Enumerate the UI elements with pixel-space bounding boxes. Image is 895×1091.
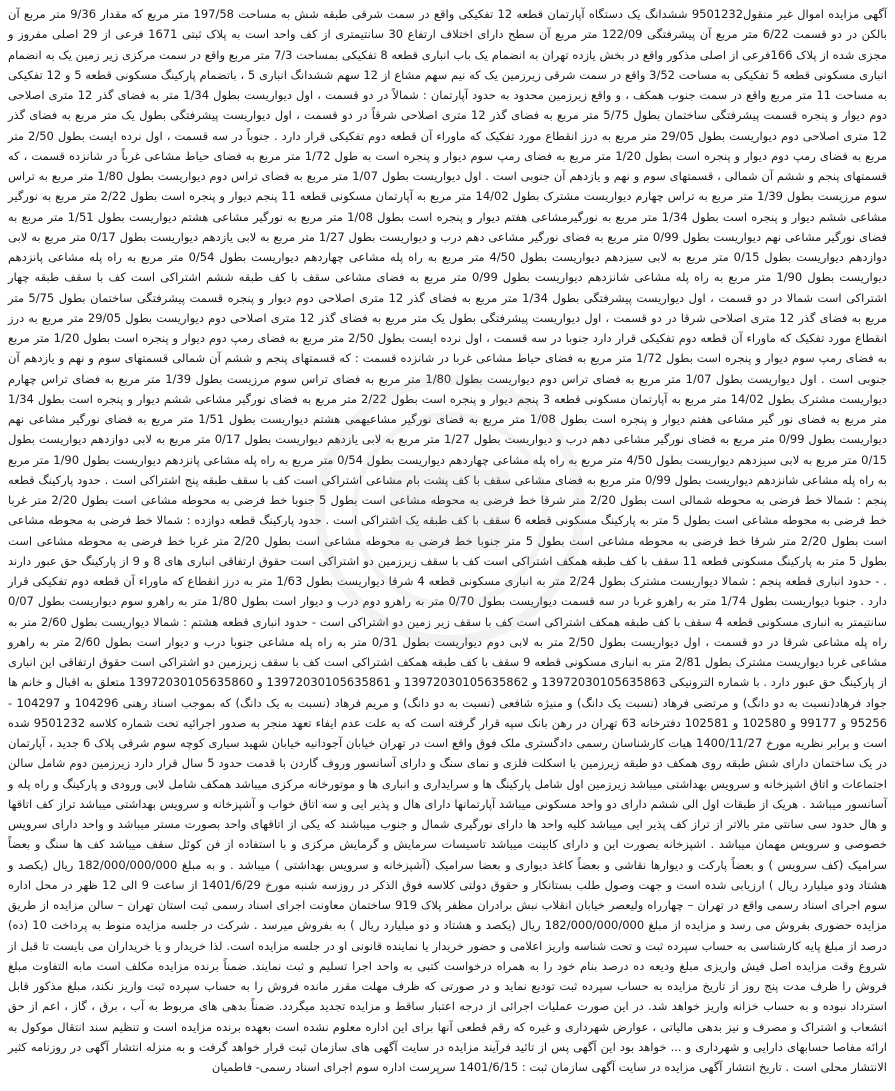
auction-notice-text: آگهی مزایده اموال غیر منقول9501232 ششدانگ یک دستگاه آپارتمان قطعه 12 تفکیکی واقع در سمت شرقی طبقه شش به مساحت 197/58 متر مربع که مقدار 9/36 متر مربع آن بالکن در دو قسمت 6/22 متر مربع آن پیشرفتگی 122/09 متر مربع آن سطح دارای اختلاف ارتفاع 30 سانتیمتری از کف واحد است به پلاک ثبتی 1671 فرعی از 29 اصلی مفروز و مجزی شده از پلاک 166فرعی از اصلی مذکور واقع در بخش یازده تهران به انضمام یک باب انباری قطعه 8 تفکیکی بمساحت 7/3 متر مربع واقع در سمت مرکزی زیر زمین یک به انضمام انباری مسکونی قطعه 5 تفکیکی به مساحت 3/52 واقع در سمت شرقی زیرزمین یک که نیم سهم مشاع از 12 سهم ششدانگ انباری 5 ، باتضمام پارکینگ مسکونی قطعه 5 و 12 تفکیکی به مساحت 11 متر مربع واقع در سمت جنوب همکف ، و واقع زیرزمین محدود به حدود آپارتمان : شمالاً در دو قسمت ، اول دیواریست بطول 1/34 متر به فضای گذر 12 متری اصلاحی دوم دیوار و پنجره قسمت پیشرفتگی ساختمان بطول 5/75 متر مربع به فضای گذر 12 متری اصلاحی شرقاً در دو قسمت ، اول دیواریست پیشرفتگی بطول یک متر مربع به فضای گذر 12 متری اصلاحی دوم دیواریست بطول 29/05 متر مربع به درز انقطاع مورد تفکیک که ماوراء آن قطعه دوم تفکیکی قرار دارد . جنوباً در سه قسمت ، اول نرده ایست بطول 2/50 متر مربع به فضای رمپ دوم دیوار و پنجره است بطول 1/20 متر مربع به فضای رمپ سوم دیوار و پنجره است به طول 1/72 متر مربع به فضای حیاط مشاعی غرباً در شانزده قسمت ، که قسمتهای پنجم و ششم آن شمالی ، قسمتهای سوم و نهم و یازدهم آن جنوبی است . اول دیواریست بطول 1/07 متر مربع به فضای تراس دوم دیواریست بطول 1/80 متر مربع به تراس سوم مرزیست بطول 1/39 متر مربع به تراس چهارم دیواریست مشترک بطول 14/02 متر مربع به آپارتمان مسکونی قطعه 11 پنجم دیوار و پنجره است بطول 2/22 متر مربع به نورگیر مشاعی ششم دیوار و پنجره است بطول 1/34 متر مربع به نورگیرمشاعی هفتم دیوار و پنجره است بطول 1/08 متر مربع به نورگیر مشاعی هشتم دیواریست بطول 1/51 متر مربع به فضای نورگیر مشاعی نهم دیواریست بطول 0/99 متر مربع به فضای نورگیر مشاعی دهم درب و دیواریست بطول 1/27 متر مربع به لابی یازدهم دیواریست بطول 0/17 متر مربع به لابی دوازدهم دیواریست بطول 0/15 متر مربع به لابی سیزدهم دیواریست بطول 4/50 متر مربع به راه پله مشاعی چهاردهم دیواریست بطول 0/54 متر مربع به راه پله مشاعی پانزدهم دیواریست بطول 1/90 متر مربع به راه پله مشاعی شانزدهم دیواریست بطول 0/99 متر مربع به فضای مشاعی سقف با کف طبقه ششم اشتراکی است کف با سقف طبقه چهار اشتراکی است شمالا در دو قسمت ، اول دیواریست پیشرفتگی بطول 1/34 متر مربع به فضای گذر 12 متری اصلاحی دوم دیوار و پنجره قسمت پیشرفتگی ساختمان بطول 5/75 متر مربع به فضای گذر 12 متری اصلاحی شرقا در دو قسمت ، اول دیواریست پیشرفتگی بطول یک متر مربع به فضای گذر 12 متری اصلاحی دوم دیواریست بطول 29/05 متر مربع به درز انقطاع مورد تفکیک که ماوراء آن قطعه دوم تفکیکی قرار دارد جنوبا در سه قسمت ، اول نرده ایست بطول 2/50 متر مربع به فضای رمپ دوم دیوار و پنجره است بطول 1/20 متر مربع به فضای رمپ سوم دیوار و پنجره است بطول 1/72 متر مربع به فضای حیاط مشاعی غربا در شانزده قسمت : که قسمتهای پنجم و ششم آن شمالی قسمتهای سوم و نهم و یازدهم آن جنوبی است . اول دیواریست بطول 1/07 متر مربع به فضای تراس دوم دیواریست بطول 1/80 متر مربع به فضای تراس سوم مرزیست بطول 1/39 متر مربع به فضای تراس چهارم دیواریست مشترک بطول 14/02 متر مربع به آپارتمان مسکونی قطعه 3 پنجم دیوار و پنجره است بطول 2/22 متر مربع به فضای نورگیر مشاعی ششم دیوار و پنجره است بطول 1/34 متر مربع به فضای نور گیر مشاعی هفتم دیوار و پنجره است بطول 1/08 متر مربع به فضای نورگیر مشاعیهمی هشتم دیواریست بطول 1/51 متر مربع به فضای نورگیر مشاعی نهم دیواریست بطول 0/99 متر مربع به فضای نورگیر مشاعی دهم درب و دیواریست بطول 1/27 متر مربع به لابی یازدهم دیواریست بطول 0/17 متر مربع به لابی دوازدهم دیواریست بطول 0/15 متر مربع به لابی سیزدهم دیواریست بطول 4/50 متر مربع به راه پله مشاعی چهاردهم دیواریست بطول 0/54 متر مربع به راه پله مشاعی پانزدهم دیواریست بطول 1/90 متر مربع به راه پله مشاعی شانزدهم دیواریست بطول 0/99 متر مربع به فضای مشاعی سقف با کف پشت بام مشاعی اشتراکی است کف با سقف طبقه پنج اشتراکی است . حدود پارکینگ قطعه پنجم : شمالا خط فرضی به محوطه شمالی است بطول 2/20 متر شرقا خط فرضی به محوطه مشاعی است بطول 5 جنوبا خط فرضی به محوطه مشاعی است بطول 2/20 متر غربا خط فرضی به محوطه مشاعی است بطول 5 متر به پارکینگ مسکونی قطعه 6 سقف با کف طبقه یک اشتراکی است . حدود پارکینگ قطعه دوازده : شمالا خط فرضی به محوطه مشاعی است بطول 2/20 متر شرقا خط فرضی به محوطه مشاعی است بطول 5 متر جنوبا خط فرضی به محوطه مشاعی است بطول 2/20 متر غربا خط فرضی به محوطه مشاعی است بطول 5 متر به پارکینگ مسکونی قطعه 11 سقف با کف طبقه همکف اشتراکی است کف با سقف زیرزمین دو اشتراکی است حقوق ارتفاقی انباری های 8 و 9 از پارکینگ حق عبور دارند . - حدود انباری قطعه پنجم : شمالا دیواریست مشترک بطول 2/24 متر به انباری مسکونی قطعه 4 شرقا دیواریست بطول 1/63 متر به درز انقطاع که ماوراء آن قطعه دوم تفکیکی قرار دارد . جنوبا دیواریست بطول 1/74 متر به راهرو غربا در سه قسمت دیواریست بطول 0/70 متر به راهرو دوم درب و دیوار است بطول 1/80 متر به راهرو سوم دیواریست بطول 0/07 سانتیمتر به انباری مسکونی قطعه 4 سقف با کف طبقه همکف اشتراکی است کف با سقف زیر زمین دو اشتراکی است - حدود انباری قطعه هشتم : شمالا دیواریست بطول 2/60 متر به راه پله مشاعی شرقا در دو قسمت ، اول دیواریست بطول 2/50 متر به لابی دوم دیواریست بطول 0/31 متر به راه پله مشاعی جنوبا درب و دیوار است بطول 2/60 متر به راهرو مشاعی غربا دیواریست مشترک بطول 2/81 متر به انباری مسکونی قطعه 9 سقف با کف طبقه همکف اشتراکی است کف با سقف زیرزمین دو اشتراکی است حقوق ارتفاقی این انباری از پارکینگ حق عبور دارد . با شماره الترونیکی 13972030105635863 و 13972030105635862 و 13972030105635861 و 13972030105635860 متعلق به اقبال و خانم ها جواد فرهاد(نسبت به دو دانگ) و مرتضی فرهاد (نسبت یک دانگ) و منیژه شافعی (نسبت به دو دانگ) و مریم فرهاد (نسبت به یک دانگ) که بموجب اسناد رهنی 104296 و 104297 - 95256 و 99177 و 102580 و 102581 دفترخانه 63 تهران در رهن بانک سپه قرار گرفته است که به علت عدم ایفاء تعهد منجر به صدور اجرائیه تحت شماره کلاسه 9501232 شده است و برابر نظریه مورخ 1400/11/27 هیات کارشناسان رسمی دادگستری ملک فوق واقع است در تهران خیابان آجودانیه خیابان شهید سیاری کوچه سوم شرقی پلاک 6 جدید ، آپارتمان در یک ساختمان دارای شش طبقه روی همکف دو طبقه زیرزمین با اسکلت فلزی و نمای سنگ و دارای آسانسور وروف گاردن با قدمت حدود 5 سال قرار دارد زیرزمین دوم شامل سالن اجتماعات و اتاق اشپزخانه و سرویس بهداشتی میباشد زیرزمین اول شامل پارکینگ ها و سرایداری و انباری ها و موتورخانه مرکزی میباشد همکف شامل لابی ورودی و پارکینگ و راه پله و آسانسور میباشد . هریک از طبقات اول الی ششم دارای دو واحد مسکونی میباشد آپارتمانها دارای هال و پذیر ایی و سه اتاق خواب و آشپزخانه و سرویس بهداشتی میباشد تراز کف اتاقها و هال حدود سی سانتی متر بالاتر از تراز کف پذیر ایی میباشد کلیه واحد ها دارای نورگیری شمال و جنوب میباشند که یکی از اتاقهای واحد بصورت مستر میباشد و واحد دارای سرویس خصوصی و سرویس مهمان میباشد . اشپزخانه بصورت این و دارای کابینت میباشد تاسیسات سرمایش و گرمایش مرکزی و با استفاده از فن کوئل سقف میباشد کف ها سنگ و بعضاً سرامیک (کف سرویس ) و بعضاً پارکت و دیوارها نقاشی و بعضاً کاغذ دیواری و بعضا سرامیک (آشپزخانه و سرویس بهداشتی ) میباشد . و به مبلغ 182/000/000/000 ریال (یکصد و هشتاد ودو میلیارد ریال ) ارزیابی شده است و جهت وصول طلب بستانکار و حقوق دولتی کلاسه فوق الذکر در روزسه شنبه مورخ 1401/6/29 از ساعت 9 الی 12 ظهر در محل اداره سوم اجرای اسناد رسمی واقع در تهران – چهارراه ولیعصر خیابان انقلاب نبش برادران مظفر پلاک 919 ساختمان معاونت اجرای اسناد رسمی ثبت استان تهران – سالن مزایده از طریق مزایده حضوری بفروش می رسد و مزایده از مبلغ 182/000/000/000 ریال (یکصد و هشتاد و دو میلیارد ریال ) به بفروش میرسد . شرکت در جلسه مزایده منوط به پرداخت 10 (ده) درصد از مبلغ پایه کارشناسی به حساب سپرده ثبت و تحت شناسه واریز اعلامی و حضور خریدار یا نماینده قانونی او در جلسه مزایده است. لذا خریدار و یا خریداران می بایست تا قبل از شروع وقت مزایده اصل فیش واریزی مبلغ ودیعه ده درصد بنام خود را به همراه درخواست کتبی به واحد اجرا تسلیم و ثبت نمایند. ضمناً برنده مزایده مکلف است مابه التفاوت مبلغ فروش را ظرف مدت پنج روز از تاریخ مزایده به حساب سپرده ثبت تودیع نماید و در صورتی که ظرف مهلت مقرر مانده فروش را به حساب سپرده ثبت واریز نکند، مبلغ مذکور قابل استرداد نبوده و به حساب خزانه واریز خواهد شد. در این صورت عملیات اجرائی از درجه اعتبار ساقط و مزایده تجدید میگردد. ضمناً بدهی های مربوط به آب ، برق ، گاز ، اعم از حق انشعاب و اشتراک و مصرف و نیز بدهی مالیاتی ، عوارض شهرداری و غیره که رقم قطعی آنها برای این اداره معلوم نشده است بعهده برنده مزایده است و تنظیم سند انتقال موکول به ارائه مفاصا حسابهای دارایی و شهرداری و ... خواهد بود این آگهی پس از تائید فرآیند مزایده در سایت آگهی های سازمان ثبت قرار خواهد گرفت و به منزله انتشار آگهی در روزنامه کثیر الانتشار محلی است . تاریخ انتشار آگهی مزایده در سایت آگهی سازمان ثبت : 1401/6/15 سرپرست اداره سوم اجرای اسناد رسمی- فاطمیان	[8, 7, 888, 1074]
